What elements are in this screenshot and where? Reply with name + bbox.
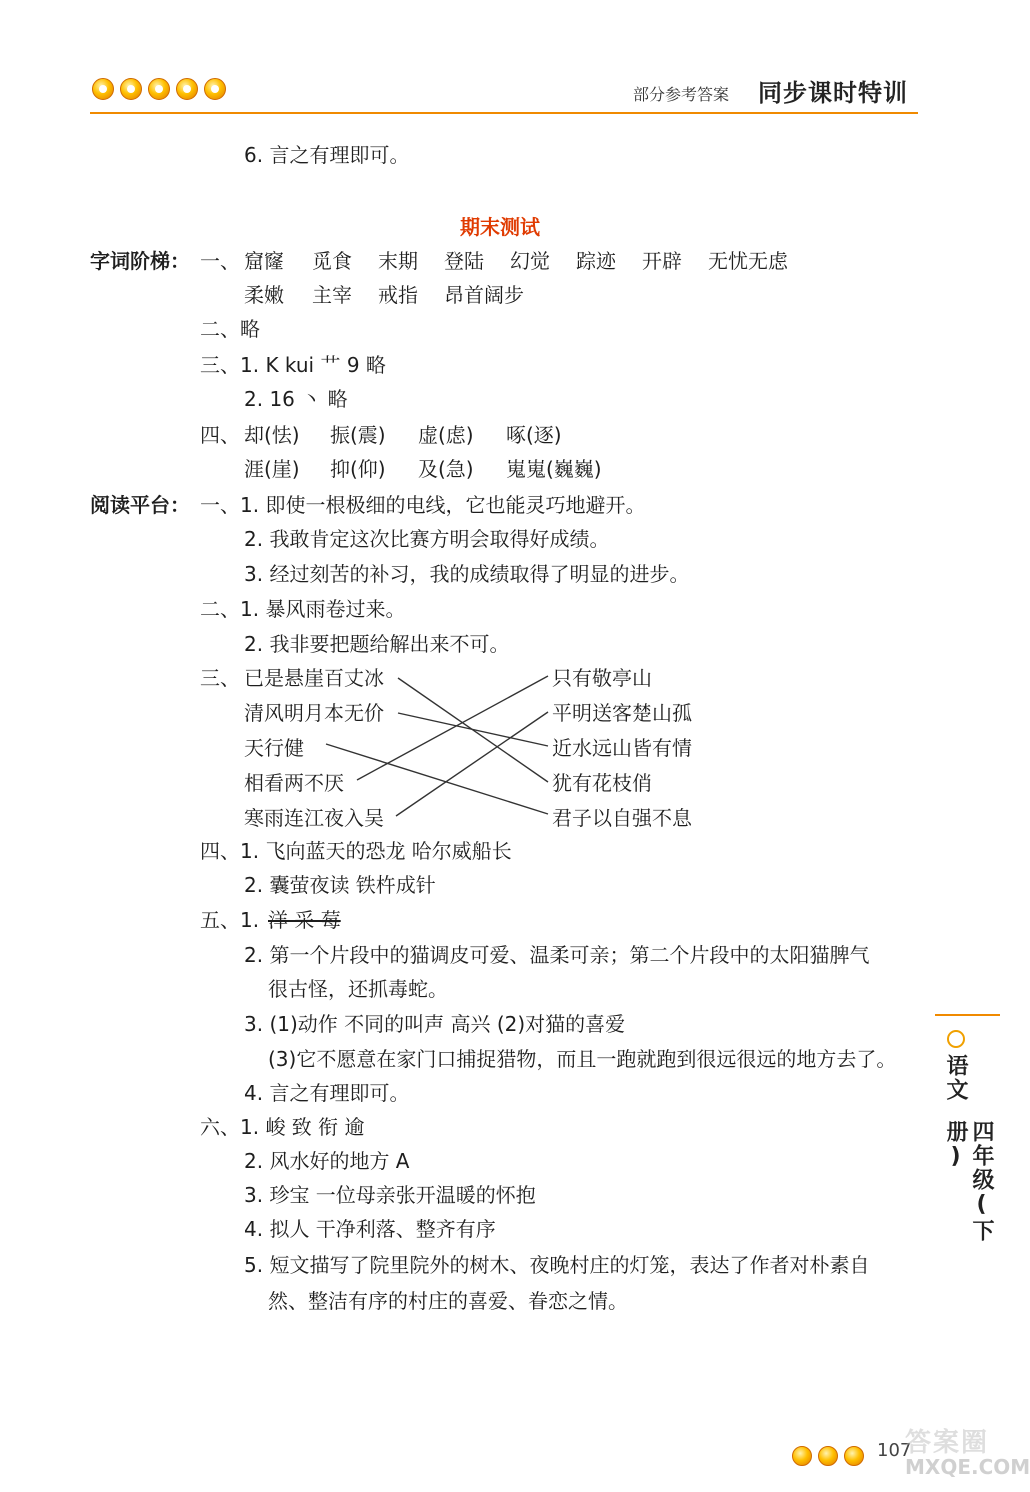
yuedu-q2-line2: 2. 我非要把题给解出来不可。 xyxy=(244,632,510,656)
ciyu-word: 觅食 xyxy=(312,249,352,273)
ciyu-q4-item: 啄(逐) xyxy=(506,423,562,447)
watermark-logo: 答案圈 xyxy=(905,1428,990,1458)
match-left-item: 天行健 xyxy=(244,736,304,760)
ciyu-q2: 二、略 xyxy=(200,317,260,341)
ciyu-word: 戒指 xyxy=(378,283,418,307)
ciyu-q4-item: 嵬嵬(巍巍) xyxy=(506,457,602,481)
orange-dot-icon xyxy=(818,1446,838,1466)
ciyu-word: 主宰 xyxy=(312,283,352,307)
match-left-item: 清风明月本无价 xyxy=(244,701,384,725)
yuedu-q5-prefix: 五、1. xyxy=(200,908,260,932)
yuedu-q5-line3b: (3)它不愿意在家门口捕捉猎物，而且一跑就跑到很远很远的地方去了。 xyxy=(268,1047,897,1071)
side-rule xyxy=(935,1014,1000,1016)
yuedu-q5-struck: 洋 采 莓 xyxy=(268,908,341,932)
match-left-item: 寒雨连江夜入吴 xyxy=(244,806,384,830)
ciyu-label: 字词阶梯： xyxy=(90,249,190,273)
match-line xyxy=(398,713,548,746)
side-subject: 语文 xyxy=(943,1054,968,1102)
orange-dot-icon xyxy=(844,1446,864,1466)
ciyu-word: 登陆 xyxy=(444,249,484,273)
yuedu-q1-line1: 一、1. 即使一根极细的电线，它也能灵巧地避开。 xyxy=(200,493,646,517)
ciyu-q4-prefix: 四、 xyxy=(200,423,240,447)
yuedu-q5-line2b: 很古怪，还抓毒蛇。 xyxy=(268,977,448,1001)
yuedu-q2-line1: 二、1. 暴风雨卷过来。 xyxy=(200,597,406,621)
intro-line: 6. 言之有理即可。 xyxy=(244,143,410,167)
yuedu-q4-line1: 四、1. 飞向蓝天的恐龙 哈尔威船长 xyxy=(200,839,512,863)
yuedu-q6-line3: 3. 珍宝 一位母亲张开温暖的怀抱 xyxy=(244,1183,536,1207)
ciyu-q4-item: 涯(崖) xyxy=(244,457,300,481)
ciyu-word: 末期 xyxy=(378,249,418,273)
yuedu-q6-line4: 4. 拟人 干净利落、整齐有序 xyxy=(244,1217,496,1241)
circle-icon xyxy=(947,1030,965,1048)
ciyu-word: 柔嫩 xyxy=(244,283,284,307)
header-subtitle: 部分参考答案 xyxy=(633,85,730,104)
yuedu-label: 阅读平台： xyxy=(90,493,190,517)
side-grade: 四年级(下册) xyxy=(943,1120,994,1243)
match-right-item: 只有敬亭山 xyxy=(552,666,652,690)
ciyu-q4-item: 虚(虑) xyxy=(418,423,474,447)
ciyu-word: 无忧无虑 xyxy=(708,249,788,273)
ciyu-word: 幻觉 xyxy=(510,249,550,273)
section-title: 期末测试 xyxy=(460,215,540,239)
ciyu-q1-prefix: 一、 xyxy=(200,249,240,273)
ciyu-q3-line2: 2. 16 丶 略 xyxy=(244,387,348,411)
ciyu-q4-item: 振(震) xyxy=(330,423,386,447)
yuedu-q5-line4: 4. 言之有理即可。 xyxy=(244,1081,410,1105)
header-title: 同步课时特训 xyxy=(758,79,908,107)
ciyu-word: 开辟 xyxy=(642,249,682,273)
match-line xyxy=(357,676,548,780)
ciyu-q4-item: 及(急) xyxy=(418,457,474,481)
orange-dot-icon xyxy=(792,1446,812,1466)
ciyu-q4-item: 抑(仰) xyxy=(330,457,386,481)
yuedu-q3-prefix: 三、 xyxy=(200,666,240,690)
match-right-item: 君子以自强不息 xyxy=(552,806,692,830)
ciyu-word: 踪迹 xyxy=(576,249,616,273)
yuedu-q5-line2a: 2. 第一个片段中的猫调皮可爱、温柔可亲；第二个片段中的太阳猫脾气 xyxy=(244,943,870,967)
yuedu-q6-line1: 六、1. 峻 致 衔 逾 xyxy=(200,1115,365,1139)
match-right-item: 近水远山皆有情 xyxy=(552,736,692,760)
match-right-item: 平明送客楚山孤 xyxy=(552,701,692,725)
yuedu-q1-line2: 2. 我敢肯定这次比赛方明会取得好成绩。 xyxy=(244,527,610,551)
watermark-text: MXQE.COM xyxy=(905,1455,1030,1479)
ciyu-q4-item: 却(怯) xyxy=(244,423,300,447)
yuedu-q1-line3: 3. 经过刻苦的补习，我的成绩取得了明显的进步。 xyxy=(244,562,690,586)
yuedu-q5-line3a: 3. (1)动作 不同的叫声 高兴 (2)对猫的喜爱 xyxy=(244,1012,626,1036)
yuedu-q4-line2: 2. 囊萤夜读 铁杵成针 xyxy=(244,873,436,897)
match-left-item: 已是悬崖百丈冰 xyxy=(244,666,384,690)
match-line xyxy=(396,712,548,816)
ciyu-word: 昂首阔步 xyxy=(444,283,524,307)
ciyu-q3-line1: 三、1. K kui 艹 9 略 xyxy=(200,353,386,377)
yuedu-q6-line5b: 然、整洁有序的村庄的喜爱、眷恋之情。 xyxy=(268,1289,628,1313)
yuedu-q6-line5a: 5. 短文描写了院里院外的树木、夜晚村庄的灯笼，表达了作者对朴素自 xyxy=(244,1253,870,1277)
page-number: 107 xyxy=(877,1440,912,1461)
ciyu-word: 窟窿 xyxy=(244,249,284,273)
yuedu-q6-line2: 2. 风水好的地方 A xyxy=(244,1149,410,1173)
match-left-item: 相看两不厌 xyxy=(244,771,344,795)
match-right-item: 犹有花枝俏 xyxy=(552,771,652,795)
